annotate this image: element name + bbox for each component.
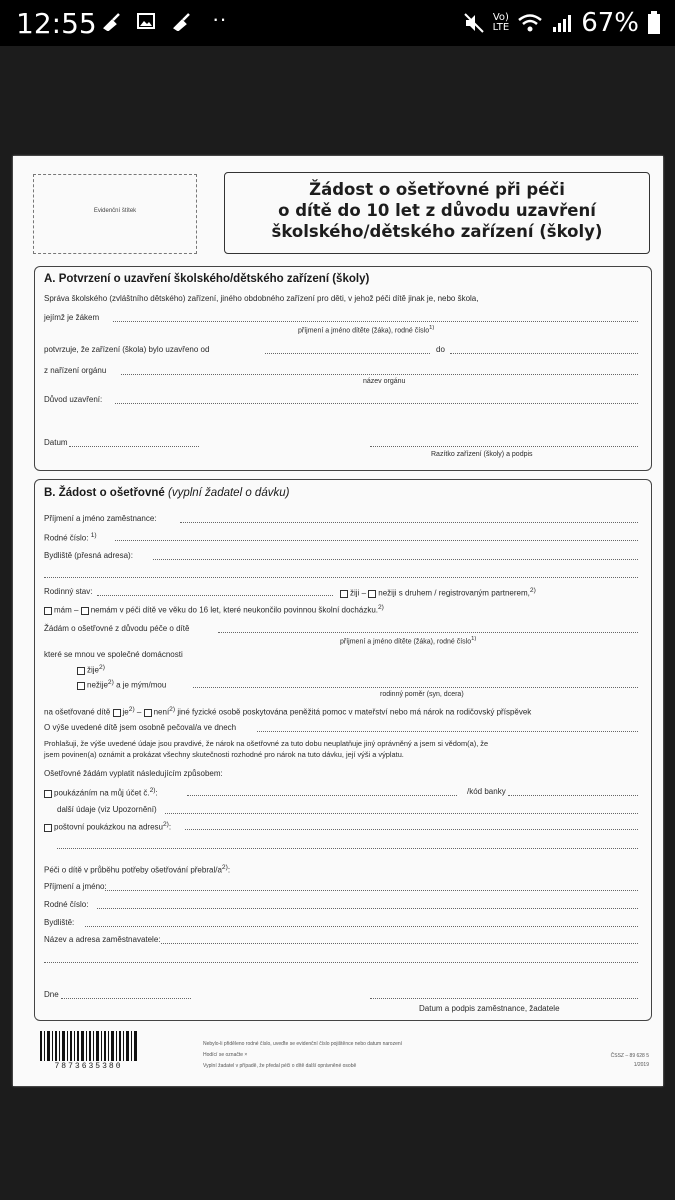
other-person-address-field[interactable] xyxy=(85,926,638,927)
no-child-text: nemám v péči dítě ve věku do 16 let, které neukončilo povinnou školní docházku. xyxy=(90,605,378,615)
cared-child-caption-sup: 1) xyxy=(471,636,477,642)
address-label: Bydliště (přesná adresa): xyxy=(44,551,133,560)
closed-from-field[interactable] xyxy=(265,353,430,354)
section-a-pupil-label: jejímž je žákem xyxy=(44,313,100,322)
other-person-name-label: Příjmení a jméno: xyxy=(44,882,107,891)
reason-label: Důvod uzavření: xyxy=(44,395,103,404)
relation-caption: rodinný poměr (syn, dcera) xyxy=(380,691,464,698)
benefit-row xyxy=(44,706,531,717)
took-over-label: Péči o dítě v průběhu potřeby ošetřování přebral/$a^{2)}$: xyxy=(44,864,231,875)
section-b-heading-text: B. Žádost o ošetřovné xyxy=(44,487,165,499)
bank-code-field[interactable] xyxy=(508,795,638,796)
cared-child-field[interactable] xyxy=(218,632,638,633)
not-live-with-text: nežiji s druhem / registrovaným partnerem, xyxy=(378,588,530,598)
address-field[interactable] xyxy=(153,559,638,560)
employee-name-field[interactable] xyxy=(180,522,638,523)
footnote-3: Vyplní žadatel v případě, že předal péči o dítě další oprávněné osobě xyxy=(203,1063,357,1069)
signature-field[interactable] xyxy=(370,998,638,999)
cared-child-caption xyxy=(340,636,476,645)
postal-text: poštovní poukázkou na adresu xyxy=(54,822,163,832)
relation-field[interactable] xyxy=(193,687,638,688)
cared-days-field[interactable] xyxy=(257,731,638,732)
marital-status-field[interactable] xyxy=(97,595,333,596)
payment-method-label: Ošetřovné žádám vyplatit následujícím způsobem: xyxy=(44,769,223,778)
status-bar xyxy=(0,0,675,46)
closed-to-label: do xyxy=(436,345,445,354)
footnote-1: Nebylo-li přiděleno rodné číslo, uveďte se evidenční číslo pojištěnce nebo datum narození xyxy=(203,1041,403,1047)
bank-code-label: /kód banky xyxy=(467,787,506,796)
account-text: poukázáním na můj účet č. xyxy=(54,788,150,798)
other-person-birth-field[interactable] xyxy=(97,908,638,909)
lives-option[interactable] xyxy=(77,664,105,675)
reason-field[interactable] xyxy=(115,403,638,404)
clock: 12:55 xyxy=(16,7,97,40)
date-label: Datum xyxy=(44,438,68,447)
more-notifications: ·· xyxy=(212,6,227,31)
birth-number-label-sup: 1) xyxy=(90,532,97,539)
not-live-with-checkbox[interactable] xyxy=(368,590,376,598)
lives-text: žije xyxy=(87,665,100,675)
not-live-with-sup: 2) xyxy=(529,587,536,594)
child-name-caption-sup: 1) xyxy=(429,325,435,331)
signal-icon xyxy=(551,12,573,34)
employee-name-label: Příjmení a jméno zaměstnance: xyxy=(44,514,157,523)
section-a-heading: A. Potvrzení o uzavření školského/dětského zařízení (školy) xyxy=(44,273,370,285)
live-with-checkbox[interactable] xyxy=(340,590,348,598)
employer-field[interactable] xyxy=(161,943,638,944)
have-child-text: mám xyxy=(54,605,72,615)
took-over-sup: 2) xyxy=(221,864,228,871)
postal-option[interactable]: poštovní poukázkou na adresu$^{2)}$: xyxy=(44,821,171,832)
lives-checkbox[interactable] xyxy=(77,667,85,675)
account-sup: 2) xyxy=(149,787,156,794)
account-option[interactable]: poukázáním na můj účet č.$^{2)}$: xyxy=(44,787,158,798)
postal-address-field[interactable] xyxy=(185,829,638,830)
form-document[interactable] xyxy=(13,156,663,1086)
declaration-line-2: jsem povinen(a) oznámit a prokázat všechny skutečnosti rozhodné pro nárok na tuto dávku, její výši a výplatu. xyxy=(44,750,404,759)
section-a xyxy=(34,266,652,471)
gallery-icon xyxy=(136,11,156,31)
account-checkbox[interactable] xyxy=(44,790,52,798)
child-name-field[interactable] xyxy=(113,321,638,322)
cared-child-caption-text: příjmení a jméno dítěte (žáka), rodné číslo xyxy=(340,638,472,646)
live-with-option[interactable] xyxy=(340,587,536,598)
not-lives-text: nežije xyxy=(87,680,108,690)
request-care-label: Žádám o ošetřovné z důvodu péče o dítě xyxy=(44,624,190,633)
postal-address-field-line-2[interactable] xyxy=(57,848,638,849)
other-person-birth-label: Rodné číslo: xyxy=(44,900,89,909)
footnote-2: Hodící se označte × xyxy=(203,1052,248,1058)
employer-field-line-2[interactable] xyxy=(44,962,638,963)
benefit-text-a: na ošetřované dítě xyxy=(44,707,111,717)
battery-percent: 67% xyxy=(581,8,639,38)
declaration-line-1: Prohlašuji, že výše uvedené údaje jsou pravdivé, že nárok na ošetřovné za tuto dobu neuplatňuje jiný oprávněný a jsem si vědom(a), že xyxy=(44,739,489,748)
section-b xyxy=(34,479,652,1021)
date-field[interactable] xyxy=(69,446,199,447)
benefit-yes-checkbox[interactable] xyxy=(113,709,121,717)
address-field-line-2[interactable] xyxy=(44,577,638,578)
section-b-heading-note: (vyplní žadatel o dávku) xyxy=(167,487,290,499)
benefit-no-text: není xyxy=(153,707,170,717)
form-title xyxy=(224,172,650,254)
mute-icon xyxy=(463,12,485,34)
form-version: 1/2019 xyxy=(633,1062,649,1068)
dash: – xyxy=(74,605,79,615)
volte-indicator: Vo) LTE xyxy=(492,12,510,33)
account-number-field[interactable] xyxy=(187,795,457,796)
organ-name-caption: název orgánu xyxy=(363,378,406,385)
not-lives-sup: 2) xyxy=(107,679,114,686)
cared-days-label: O výše uvedené dítě jsem osobně pečoval/a ve dnech xyxy=(44,723,237,732)
relation-label: a je mým/mou xyxy=(116,680,167,690)
employer-label: Název a adresa zaměstnavatele: xyxy=(44,935,161,944)
battery-icon xyxy=(647,11,661,35)
postal-sup: 2) xyxy=(162,821,169,828)
title-line-1: Žádost o ošetřovné při péči xyxy=(309,180,565,199)
household-label: které se mnou ve společné domácnosti xyxy=(44,650,183,659)
other-info-label: další údaje (viz Upozornění) xyxy=(57,805,157,814)
broom-icon xyxy=(172,11,192,31)
child-name-caption xyxy=(298,325,434,334)
stamp-signature-caption: Razítko zařízení (školy) a podpis xyxy=(431,451,533,458)
barcode xyxy=(40,1031,137,1061)
section-b-heading xyxy=(44,487,289,499)
lives-sup: 2) xyxy=(99,664,105,671)
day-field[interactable] xyxy=(61,998,191,999)
signature-caption: Datum a podpis zaměstnance, žadatele xyxy=(419,1004,560,1013)
not-lives-checkbox[interactable] xyxy=(77,682,85,690)
broom-icon xyxy=(102,11,122,31)
benefit-yes-text: je xyxy=(122,707,129,717)
benefit-no-checkbox[interactable] xyxy=(144,709,152,717)
network-type: LTE xyxy=(492,22,510,33)
benefit-yes-sup: 2) xyxy=(128,706,135,713)
no-child-sup: 2) xyxy=(377,604,384,611)
title-line-2: o dítě do 10 let z důvodu uzavření xyxy=(278,201,596,220)
dash: – xyxy=(136,707,142,717)
evidence-label-box xyxy=(33,174,197,254)
closed-to-field[interactable] xyxy=(450,353,638,354)
stamp-signature-field[interactable] xyxy=(370,446,638,447)
dash: – xyxy=(361,588,367,598)
section-a-intro: Správa školského (zvláštního dětského) zařízení, jiného obdobného zařízení pro děti, v jehož péči dítě jinak je, nebo škola, xyxy=(44,294,479,303)
order-label: z nařízení orgánu xyxy=(44,366,107,375)
birth-number-field[interactable] xyxy=(115,540,638,541)
stamp-label: Evidenční štítek xyxy=(93,208,137,214)
marital-status-label: Rodinný stav: xyxy=(44,587,93,596)
live-with-text: žiji xyxy=(350,588,360,598)
have-child-checkbox[interactable] xyxy=(44,607,52,615)
benefit-no-sup: 2) xyxy=(169,706,176,713)
benefit-text-b: jiné fyzické osobě poskytována peněžitá pomoc v mateřství nebo má nárok na rodičovský příspěvek xyxy=(177,707,532,717)
day-label: Dne xyxy=(44,990,59,999)
closed-from-label: potvrzuje, že zařízení (škola) bylo uzavřeno od xyxy=(44,345,210,354)
title-line-3: školského/dětského zařízení (školy) xyxy=(271,222,603,241)
child-name-caption-text: příjmení a jméno dítěte (žáka), rodné číslo xyxy=(298,327,430,335)
other-person-name-field[interactable] xyxy=(105,890,638,891)
took-over-text: Péči o dítě v průběhu potřeby ošetřování přebral/a xyxy=(44,865,222,875)
organ-name-field[interactable] xyxy=(121,374,638,375)
postal-checkbox[interactable] xyxy=(44,824,52,832)
form-code: ČSSZ – 89 628 5 xyxy=(610,1053,649,1059)
not-lives-option[interactable] xyxy=(77,679,166,690)
child-in-care-row[interactable] xyxy=(44,604,384,615)
barcode-number: 7873635380 xyxy=(54,1062,123,1071)
no-child-checkbox[interactable] xyxy=(81,607,89,615)
birth-number-label-text: Rodné číslo: xyxy=(44,533,89,543)
other-info-field[interactable] xyxy=(165,813,638,814)
wifi-icon xyxy=(517,12,543,34)
other-person-address-label: Bydliště: xyxy=(44,918,75,927)
birth-number-label xyxy=(44,532,97,543)
